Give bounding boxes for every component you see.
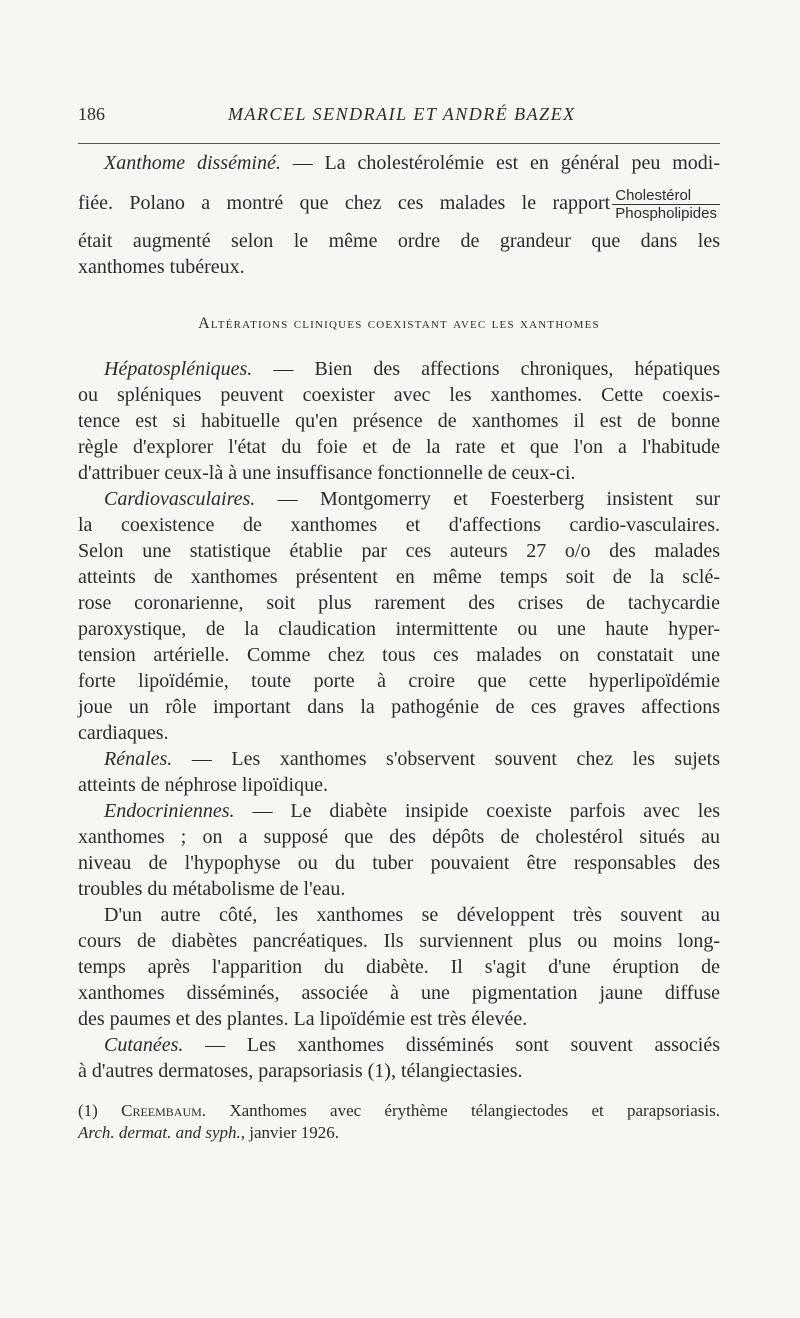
text-line: joue un rôle important dans la pathogénie de ces graves affections (78, 696, 720, 718)
text-line: ou spléniques peuvent coexister avec les xanthomes. Cette coexis- (78, 384, 720, 406)
text-line: niveau de l'hypophyse ou du tuber pouvaient être responsables des (78, 852, 720, 874)
subheading: Endocriniennes. (104, 800, 235, 822)
text-line: Cardiovasculaires. — Montgomerry et Foesterberg insistent sur (104, 488, 720, 510)
text-line: était augmenté selon le même ordre de grandeur que dans les (78, 230, 720, 252)
text-line: xanthomes disséminés, associée à une pigmentation jaune diffuse (78, 982, 720, 1004)
text-line: atteints de xanthomes présentent en même temps soit de la sclé- (78, 566, 720, 588)
text-line: atteints de néphrose lipoïdique. (78, 774, 328, 796)
footnote-marker: (1) (78, 1101, 122, 1120)
text-line: forte lipoïdémie, toute porte à croire que cette hyperlipoïdémie (78, 670, 720, 692)
footnote-author: Creembaum (121, 1101, 202, 1120)
text-line: paroxystique, de la claudication intermittente ou une haute hyper- (78, 618, 720, 640)
text-line: à d'autres dermatoses, parapsoriasis (1), télangiectasies. (78, 1060, 523, 1082)
subheading: Rénales. (104, 748, 173, 770)
text-line: temps après l'apparition du diabète. Il s'agit d'une éruption de (78, 956, 720, 978)
ratio-fraction (612, 187, 720, 222)
subheading: Cardiovasculaires. (104, 488, 256, 510)
page-number: 186 (78, 104, 105, 124)
text-line: xanthomes tubéreux. (78, 256, 245, 278)
text-line: Selon une statistique établie par ces auteurs 27 o/o des malades (78, 540, 720, 562)
subheading: Hépatospléniques. (104, 358, 253, 380)
text-line: tence est si habituelle qu'en présence de xanthomes il est de bonne (78, 410, 720, 432)
text-line: Rénales. — Les xanthomes s'observent souvent chez les sujets (104, 748, 720, 770)
journal-title: Arch. dermat. and syph. (78, 1123, 241, 1142)
text-line: règle d'explorer l'état du foie et de la rate et que l'on a l'habitude (78, 436, 720, 458)
page-header (78, 104, 720, 134)
text-line: cardiaques. (78, 722, 169, 744)
text-line: rose coronarienne, soit plus rarement des crises de tachycardie (78, 592, 720, 614)
text-line: fiée. Polano a montré que chez ces malades le rapport $\frac{\text{Cholestérol}}{\text{Phospholipides}}$ (78, 184, 720, 222)
text-line: des paumes et des plantes. La lipoïdémie est très élevée. (78, 1008, 528, 1030)
text-line: D'un autre côté, les xanthomes se développent très souvent au (104, 904, 720, 926)
text-line: d'attribuer ceux-là à une insuffisance fonctionnelle de ceux-ci. (78, 462, 576, 484)
footnote-line: Arch. dermat. and syph., janvier 1926. (78, 1123, 339, 1142)
header-rule (78, 143, 720, 144)
text-line: xanthomes ; on a supposé que des dépôts de cholestérol situés au (78, 826, 720, 848)
fraction-numerator: Cholestérol (612, 187, 720, 205)
subheading: Cutanées. (104, 1034, 184, 1056)
text-line: cours de diabètes pancréatiques. Ils surviennent plus ou moins long- (78, 930, 720, 952)
text-line: Endocriniennes. — Le diabète insipide coexiste parfois avec les (104, 800, 720, 822)
text-line: Cutanées. — Les xanthomes disséminés sont souvent associés (104, 1034, 720, 1056)
text-line: la coexistence de xanthomes et d'affections cardio-vasculaires. (78, 514, 720, 536)
text-line: tension artérielle. Comme chez tous ces malades on constatait une (78, 644, 720, 666)
footnote: (1) Creembaum. Xanthomes avec érythème télangiectodes et parapsoriasis. (78, 1101, 720, 1120)
text-line: Hépatospléniques. — Bien des affections chroniques, hépatiques (104, 358, 720, 380)
section-title: Altérations cliniques coexistant avec les xanthomes (198, 315, 600, 332)
subheading: Xanthome disséminé. (104, 152, 281, 174)
text-line: Xanthome disséminé. — La cholestérolémie est en général peu modi- (104, 152, 721, 174)
fraction-denominator: Phospholipides (615, 204, 717, 222)
running-head: MARCEL SENDRAIL ET ANDRÉ BAZEX (228, 104, 576, 124)
text-line: troubles du métabolisme de l'eau. (78, 878, 346, 900)
